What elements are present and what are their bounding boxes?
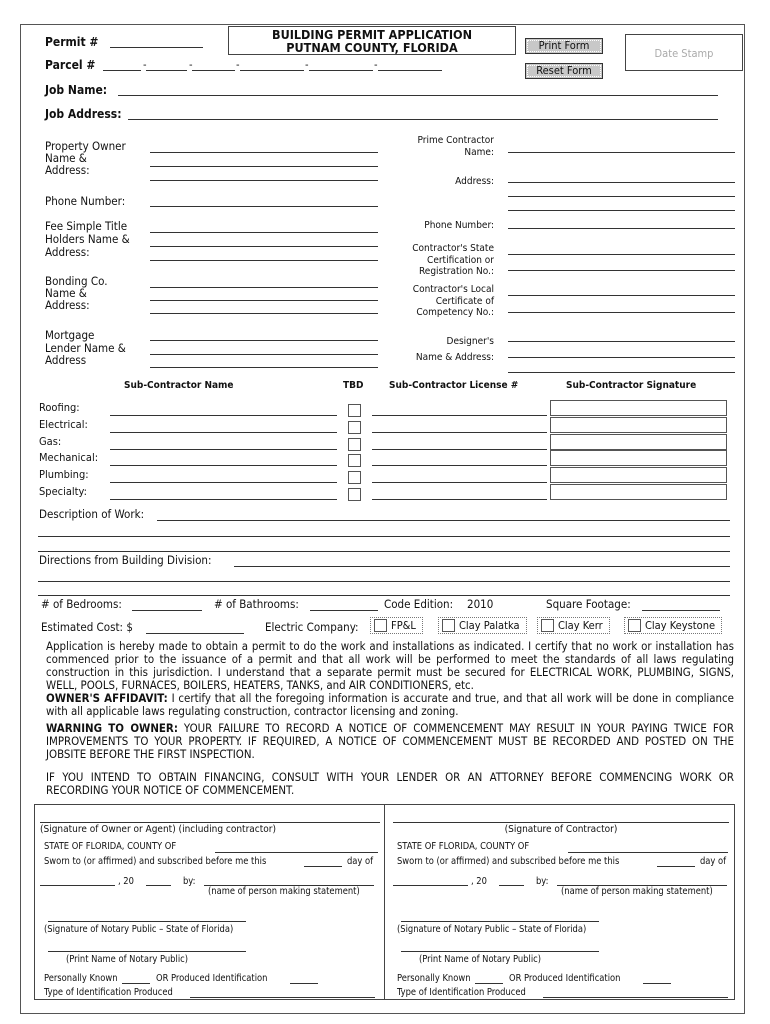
option-label: Clay Keystone <box>645 619 716 632</box>
option-label: Clay Palatka <box>459 619 520 632</box>
subcontractor-signature-input[interactable] <box>550 450 727 466</box>
owner-affidavit: OWNER'S AFFIDAVIT: I certify that all the foregoing information is accurate and true, and that all work will be done in compliance with all applicable laws regulating construction, contractor licensing and zoning. <box>46 691 734 718</box>
produced-id-input[interactable] <box>290 983 318 984</box>
sep: - <box>374 58 378 71</box>
state-label: STATE OF FLORIDA, COUNTY OF <box>44 841 177 852</box>
subcontractor-trade-label: Specialty: <box>39 485 87 498</box>
owner-input[interactable] <box>150 152 378 153</box>
reset-form-button[interactable]: Reset Form <box>525 63 603 79</box>
designer-input[interactable] <box>508 341 735 342</box>
code-edition-label: Code Edition: <box>384 597 454 611</box>
electric-clay-kerr-option[interactable] <box>537 617 610 634</box>
description-input-3[interactable] <box>38 551 730 552</box>
signature-caption: (Signature of Owner or Agent) (including contractor) <box>40 824 276 835</box>
phone-label: Phone Number: <box>45 194 126 208</box>
financing-notice: IF YOU INTEND TO OBTAIN FINANCING, CONSULT WITH YOUR LENDER OR AN ATTORNEY BEFORE COMMENCING WORK OR RECORDING YOUR NOTICE OF COMMENCEMENT. <box>46 770 734 797</box>
year-input[interactable] <box>499 885 524 886</box>
signature-caption: (Signature of Contractor) <box>504 824 618 835</box>
subcontractor-license-input[interactable] <box>372 449 547 450</box>
produced-id-label: OR Produced Identification <box>509 973 621 984</box>
mortgage-label: Mortgage Lender Name & Address <box>45 328 126 367</box>
notary-signature-line[interactable] <box>48 921 246 922</box>
notary-signature-line[interactable] <box>401 921 599 922</box>
id-type-label: Type of Identification Produced <box>397 987 526 998</box>
contractor-address-label: Address: <box>455 176 494 187</box>
signature-header: Sub-Contractor Signature <box>566 380 697 391</box>
subcontractor-license-input[interactable] <box>372 432 547 433</box>
bonding-input[interactable] <box>150 300 378 301</box>
notary-print-line[interactable] <box>401 951 599 952</box>
tbd-checkbox[interactable] <box>348 471 361 484</box>
owner-label: Property Owner Name & Address: <box>45 139 126 177</box>
subcontractor-trade-label: Mechanical: <box>39 451 99 465</box>
subcontractor-license-input[interactable] <box>372 465 547 466</box>
sub-name-header: Sub-Contractor Name <box>124 380 234 391</box>
parcel-input-1[interactable] <box>103 70 141 71</box>
produced-id-label: OR Produced Identification <box>156 973 268 984</box>
checkbox[interactable] <box>374 619 387 632</box>
code-edition-value: 2010 <box>467 597 494 611</box>
subcontractor-name-input[interactable] <box>110 499 337 500</box>
electric-company-label: Electric Company: <box>265 620 359 634</box>
year-label: , 20 <box>471 876 487 887</box>
bedrooms-label: # of Bedrooms: <box>41 597 122 611</box>
sworn-label: Sworn to (or affirmed) and subscribed before me this <box>44 856 267 867</box>
parcel-input-3[interactable] <box>192 70 235 71</box>
name-person-caption: (name of person making statement) <box>208 886 360 897</box>
month-input[interactable] <box>393 885 468 886</box>
checkbox[interactable] <box>442 619 455 632</box>
day-input[interactable] <box>657 866 695 867</box>
owner-phone-input[interactable] <box>150 206 378 207</box>
owner-input[interactable] <box>150 166 378 167</box>
fee-simple-input[interactable] <box>150 232 378 233</box>
checkbox[interactable] <box>628 619 641 632</box>
electric-clay-palatka-option[interactable] <box>438 617 527 634</box>
directions-label: Directions from Building Division: <box>39 553 212 567</box>
month-input[interactable] <box>40 885 115 886</box>
id-type-input[interactable] <box>543 997 728 998</box>
contractor-phone-input[interactable] <box>508 228 735 229</box>
date-stamp-box: Date Stamp <box>625 34 743 71</box>
id-type-input[interactable] <box>190 997 375 998</box>
directions-input-3[interactable] <box>38 595 730 596</box>
permit-input[interactable] <box>110 47 203 48</box>
option-label: Clay Kerr <box>558 619 603 632</box>
fee-simple-input[interactable] <box>150 260 378 261</box>
notary-print-caption: (Print Name of Notary Public) <box>419 954 542 965</box>
tbd-checkbox[interactable] <box>348 454 361 467</box>
designer-input[interactable] <box>508 357 735 358</box>
tbd-checkbox[interactable] <box>348 404 361 417</box>
form-title: BUILDING PERMIT APPLICATION PUTNAM COUNTY, FLORIDA <box>228 26 516 55</box>
license-header: Sub-Contractor License # <box>389 380 519 391</box>
electric-fpl-option[interactable] <box>370 617 423 634</box>
subcontractor-signature-input[interactable] <box>550 434 727 450</box>
state-cert-label: Contractor's State Certification or Registration No.: <box>412 243 494 277</box>
owner-input[interactable] <box>150 180 378 181</box>
application-statement: Application is hereby made to obtain a permit to do the work and installations as indicated. I certify that no work or installation has commenced prior to the issuance of a permit and that all work will be performed to meet the standards of all laws regulating construction in this jurisdiction. I understand that a separate permit must be secured for ELECTRICAL WORK, PLUMBING, SIGNS, WELL, POOLS, FURNACES, BOILERS, HEATERS, TANKS, and AIR CONDITIONERS, etc. <box>46 639 734 692</box>
warning-to-owner: WARNING TO OWNER: YOUR FAILURE TO RECORD A NOTICE OF COMMENCEMENT MAY RESULT IN YOUR PAYING TWICE FOR IMPROVEMENTS TO YOUR PROPERTY. IF REQUIRED, A NOTICE OF COMMENCEMENT MUST BE RECORDED AND POSTED ON THE JOBSITE BEFORE THE FIRST INSPECTION. <box>46 721 734 761</box>
job-address-input[interactable] <box>128 119 718 120</box>
signature-line[interactable] <box>393 822 729 823</box>
mortgage-input[interactable] <box>150 340 378 341</box>
parcel-input-5[interactable] <box>309 70 373 71</box>
subcontractor-name-input[interactable] <box>110 432 337 433</box>
print-form-button[interactable]: Print Form <box>525 38 603 54</box>
subcontractor-trade-label: Plumbing: <box>39 468 89 482</box>
state-cert-input[interactable] <box>508 270 735 271</box>
subcontractor-license-input[interactable] <box>372 499 547 500</box>
parcel-label: Parcel # <box>45 58 96 72</box>
notary-print-caption: (Print Name of Notary Public) <box>66 954 189 965</box>
contractor-address-input[interactable] <box>508 196 735 197</box>
fee-simple-input[interactable] <box>150 246 378 247</box>
job-address-label: Job Address: <box>45 107 122 121</box>
sep: - <box>236 58 240 71</box>
description-input-2[interactable] <box>38 536 730 537</box>
description-input[interactable] <box>157 520 730 521</box>
notary-print-line[interactable] <box>48 951 246 952</box>
year-label: , 20 <box>118 876 134 887</box>
option-label: FP&L <box>391 619 416 632</box>
subcontractor-signature-input[interactable] <box>550 484 727 500</box>
permit-label: Permit # <box>45 35 99 49</box>
produced-id-input[interactable] <box>643 983 671 984</box>
subcontractor-name-input[interactable] <box>110 482 337 483</box>
job-name-label: Job Name: <box>45 83 108 97</box>
sep: - <box>143 58 147 71</box>
subcontractor-name-input[interactable] <box>110 449 337 450</box>
name-person-caption: (name of person making statement) <box>561 886 713 897</box>
estimated-cost-input[interactable] <box>146 633 244 634</box>
by-label: by: <box>183 876 196 887</box>
year-input[interactable] <box>146 885 171 886</box>
county-input[interactable] <box>215 852 378 853</box>
contractor-address-input[interactable] <box>508 210 735 211</box>
subcontractor-license-input[interactable] <box>372 482 547 483</box>
directions-input[interactable] <box>234 566 730 567</box>
notary-signature-caption: (Signature of Notary Public – State of Florida) <box>44 924 234 935</box>
mortgage-input[interactable] <box>150 367 378 368</box>
checkbox[interactable] <box>541 619 554 632</box>
parcel-input-6[interactable] <box>378 70 442 71</box>
square-footage-input[interactable] <box>642 610 720 611</box>
local-cert-input[interactable] <box>508 295 735 296</box>
bathrooms-label: # of Bathrooms: <box>214 597 299 611</box>
subcontractor-name-input[interactable] <box>110 415 337 416</box>
tbd-checkbox[interactable] <box>348 421 361 434</box>
subcontractor-signature-input[interactable] <box>550 417 727 433</box>
designer-label: Designer's Name & Address: <box>415 336 494 363</box>
subcontractor-signature-input[interactable] <box>550 400 727 416</box>
prime-contractor-label: Prime Contractor Name: <box>417 135 494 158</box>
parcel-input-2[interactable] <box>146 70 187 71</box>
bonding-label: Bonding Co. Name & Address: <box>45 274 108 312</box>
county-input[interactable] <box>568 852 728 853</box>
notary-signature-caption: (Signature of Notary Public – State of Florida) <box>397 924 587 935</box>
day-of-label: day of <box>347 856 374 867</box>
subcontractor-trade-label: Roofing: <box>39 401 80 414</box>
contractor-phone-label: Phone Number: <box>424 220 494 231</box>
sep: - <box>305 58 309 71</box>
personally-known-input[interactable] <box>122 983 150 984</box>
bonding-input[interactable] <box>150 287 378 288</box>
day-input[interactable] <box>304 866 342 867</box>
signature-divider <box>384 804 385 1000</box>
bathrooms-input[interactable] <box>310 610 378 611</box>
subcontractor-name-input[interactable] <box>110 465 337 466</box>
personally-known-input[interactable] <box>475 983 503 984</box>
subcontractor-license-input[interactable] <box>372 415 547 416</box>
local-cert-label: Contractor's Local Certificate of Competency No.: <box>412 284 494 318</box>
description-label: Description of Work: <box>39 507 145 521</box>
parcel-input-4[interactable] <box>240 70 304 71</box>
tbd-checkbox[interactable] <box>348 488 361 501</box>
state-cert-input[interactable] <box>508 254 735 255</box>
state-label: STATE OF FLORIDA, COUNTY OF <box>397 841 530 852</box>
local-cert-input[interactable] <box>508 312 735 313</box>
bedrooms-input[interactable] <box>132 610 202 611</box>
contractor-address-input[interactable] <box>508 182 735 183</box>
estimated-cost-label: Estimated Cost: $ <box>41 620 133 634</box>
personally-known-label: Personally Known <box>397 973 471 984</box>
designer-input[interactable] <box>508 372 735 373</box>
subcontractor-signature-input[interactable] <box>550 467 727 483</box>
sep: - <box>189 58 193 71</box>
sworn-label: Sworn to (or affirmed) and subscribed before me this <box>397 856 620 867</box>
subcontractor-trade-label: Gas: <box>39 434 62 448</box>
subcontractor-trade-label: Electrical: <box>39 417 88 431</box>
bonding-input[interactable] <box>150 313 378 314</box>
directions-input-2[interactable] <box>38 581 730 582</box>
job-name-input[interactable] <box>118 95 718 96</box>
square-footage-label: Square Footage: <box>546 597 631 611</box>
tbd-header: TBD <box>343 380 364 391</box>
electric-clay-keystone-option[interactable] <box>624 617 722 634</box>
tbd-checkbox[interactable] <box>348 438 361 451</box>
day-of-label: day of <box>700 856 727 867</box>
prime-contractor-input[interactable] <box>508 152 735 153</box>
mortgage-input[interactable] <box>150 354 378 355</box>
by-label: by: <box>536 876 549 887</box>
id-type-label: Type of Identification Produced <box>44 987 173 998</box>
fee-simple-label: Fee Simple Title Holders Name & Address: <box>45 219 130 259</box>
signature-line[interactable] <box>40 822 380 823</box>
personally-known-label: Personally Known <box>44 973 118 984</box>
